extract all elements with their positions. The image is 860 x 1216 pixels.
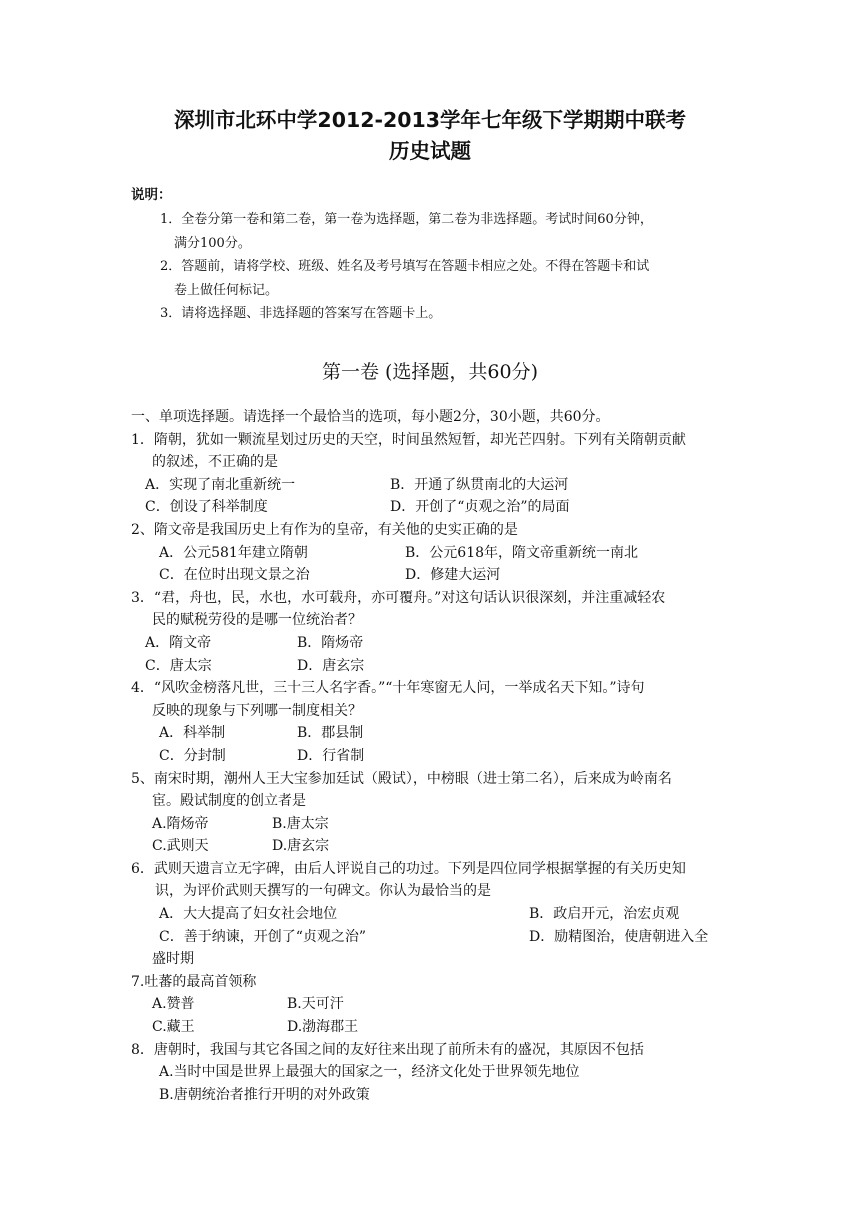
option-d: D．励精图治，使唐朝进入全	[529, 928, 709, 945]
options-row	[131, 813, 735, 836]
section-intro: 一、单项选择题。请选择一个最恰当的选项，每小题2分，30小题，共60分。	[131, 409, 610, 425]
options-row	[131, 564, 735, 587]
options-row	[131, 993, 735, 1016]
options-row	[131, 655, 735, 678]
question-stem: 8．唐朝时，我国与其它各国之间的友好往来出现了前所未有的盛况，其原因不包括	[131, 1041, 644, 1058]
option-a: A．实现了南北重新统一	[145, 476, 296, 493]
instruction-text-cont: 卷上做任何标记。	[174, 282, 279, 298]
instruction-text: 2．答题前，请将学校、班级、姓名及考号填写在答题卡相应之处。不得在答题卡和试	[160, 259, 650, 274]
option-b: B.天可汗	[287, 996, 344, 1013]
option-d: D．行省制	[297, 747, 365, 764]
section-title: 第一卷 (选择题，共60分)	[321, 361, 539, 383]
option-c: C．唐太宗	[145, 657, 212, 674]
options-row	[131, 926, 735, 949]
option-a: A.赞普	[152, 996, 195, 1013]
instructions-list	[160, 208, 735, 326]
option-d: D．开创了“贞观之治”的局面	[390, 499, 570, 516]
option-a: A．大大提高了妇女社会地位	[159, 906, 338, 923]
option-b: B．公元618年，隋文帝重新统一南北	[405, 544, 639, 561]
option-a: A．科举制	[159, 725, 226, 742]
exam-title: 深圳市北环中学2012-2013学年七年级下学期期中联考	[173, 108, 687, 132]
options-row	[131, 1016, 735, 1039]
options-row	[131, 542, 735, 565]
question-stem: 5、南宋时期，潮州人王大宝参加廷试（殿试），中榜眼（进士第二名），后来成为岭南名	[131, 770, 672, 787]
option-a: A.当时中国是世界上最强大的国家之一，经济文化处于世界领先地位	[159, 1064, 580, 1081]
option-d: D．唐玄宗	[297, 657, 365, 674]
question-stem: 2、隋文帝是我国历史上有作为的皇帝，有关他的史实正确的是	[131, 521, 518, 538]
option-b: B.唐朝统治者推行开明的对外政策	[159, 1086, 370, 1103]
exam-subtitle: 历史试题	[389, 139, 471, 163]
option-b: B．政启开元，治宏贞观	[529, 906, 680, 923]
option-a: A．隋文帝	[145, 634, 212, 651]
options-row	[131, 496, 735, 519]
instruction-item	[160, 302, 735, 326]
option-c: C.藏王	[152, 1019, 195, 1036]
instruction-item	[160, 208, 735, 255]
options-row	[131, 835, 735, 858]
option-a: A.隋炀帝	[152, 815, 209, 832]
option-b: B．隋炀帝	[297, 634, 364, 651]
question-stem: 4．“风吹金榜落凡世，三十三人名字香。”“十年寒窗无人问，一举成名天下知。”诗句	[131, 680, 645, 697]
options-row	[131, 474, 735, 497]
options-row	[131, 722, 735, 745]
option-c: C．创设了科举制度	[145, 499, 268, 516]
option-d: D.唐玄宗	[272, 838, 330, 855]
option-a: A．公元581年建立隋朝	[159, 544, 308, 561]
options-row	[131, 632, 735, 655]
question-stem-cont: 反映的现象与下列哪一制度相关？	[152, 702, 362, 719]
instruction-item	[160, 255, 735, 302]
questions-body	[131, 406, 735, 1106]
question-stem: 6．武则天遗言立无字碑，由后人评说自己的功过。下列是四位同学根据掌握的有关历史知	[131, 860, 686, 877]
option-c: C．分封制	[159, 747, 226, 764]
instruction-text: 1．全卷分第一卷和第二卷，第一卷为选择题，第二卷为非选择题。考试时间60分钟，	[160, 212, 653, 227]
question-stem-cont: 识，为评价武则天撰写的一句碑文。你认为最恰当的是	[155, 883, 491, 900]
question-stem-cont: 宦。殿试制度的创立者是	[152, 793, 306, 810]
instruction-text-cont: 满分100分。	[174, 235, 251, 251]
option-b: B．郡县制	[297, 725, 364, 742]
question-stem: 3．“君，舟也，民，水也，水可载舟，亦可覆舟。”对这句话认识很深刻，并注重减轻农	[131, 589, 666, 606]
question-stem-cont: 的叙述，不正确的是	[152, 454, 278, 471]
instructions-label: 说明：	[131, 187, 172, 203]
option-b: B．开通了纵贯南北的大运河	[390, 476, 569, 493]
question-stem-cont: 民的赋税劳役的是哪一位统治者？	[152, 612, 362, 629]
option-c: C．善于纳谏，开创了“贞观之治”	[159, 928, 367, 945]
option-c: C.武则天	[152, 838, 209, 855]
options-row	[131, 903, 735, 926]
instruction-text: 3．请将选择题、非选择题的答案写在答题卡上。	[160, 306, 442, 321]
option-b: B.唐太宗	[272, 815, 329, 832]
option-d-cont: 盛时期	[152, 951, 194, 968]
question-stem: 7.吐蕃的最高首领称	[131, 973, 257, 990]
option-d: D.渤海郡王	[287, 1019, 359, 1036]
options-row	[131, 745, 735, 768]
question-stem: 1．隋朝，犹如一颗流星划过历史的天空，时间虽然短暂，却光芒四射。下列有关隋朝贡献	[131, 431, 686, 448]
option-c: C．在位时出现文景之治	[159, 567, 310, 584]
option-d: D．修建大运河	[405, 567, 501, 584]
